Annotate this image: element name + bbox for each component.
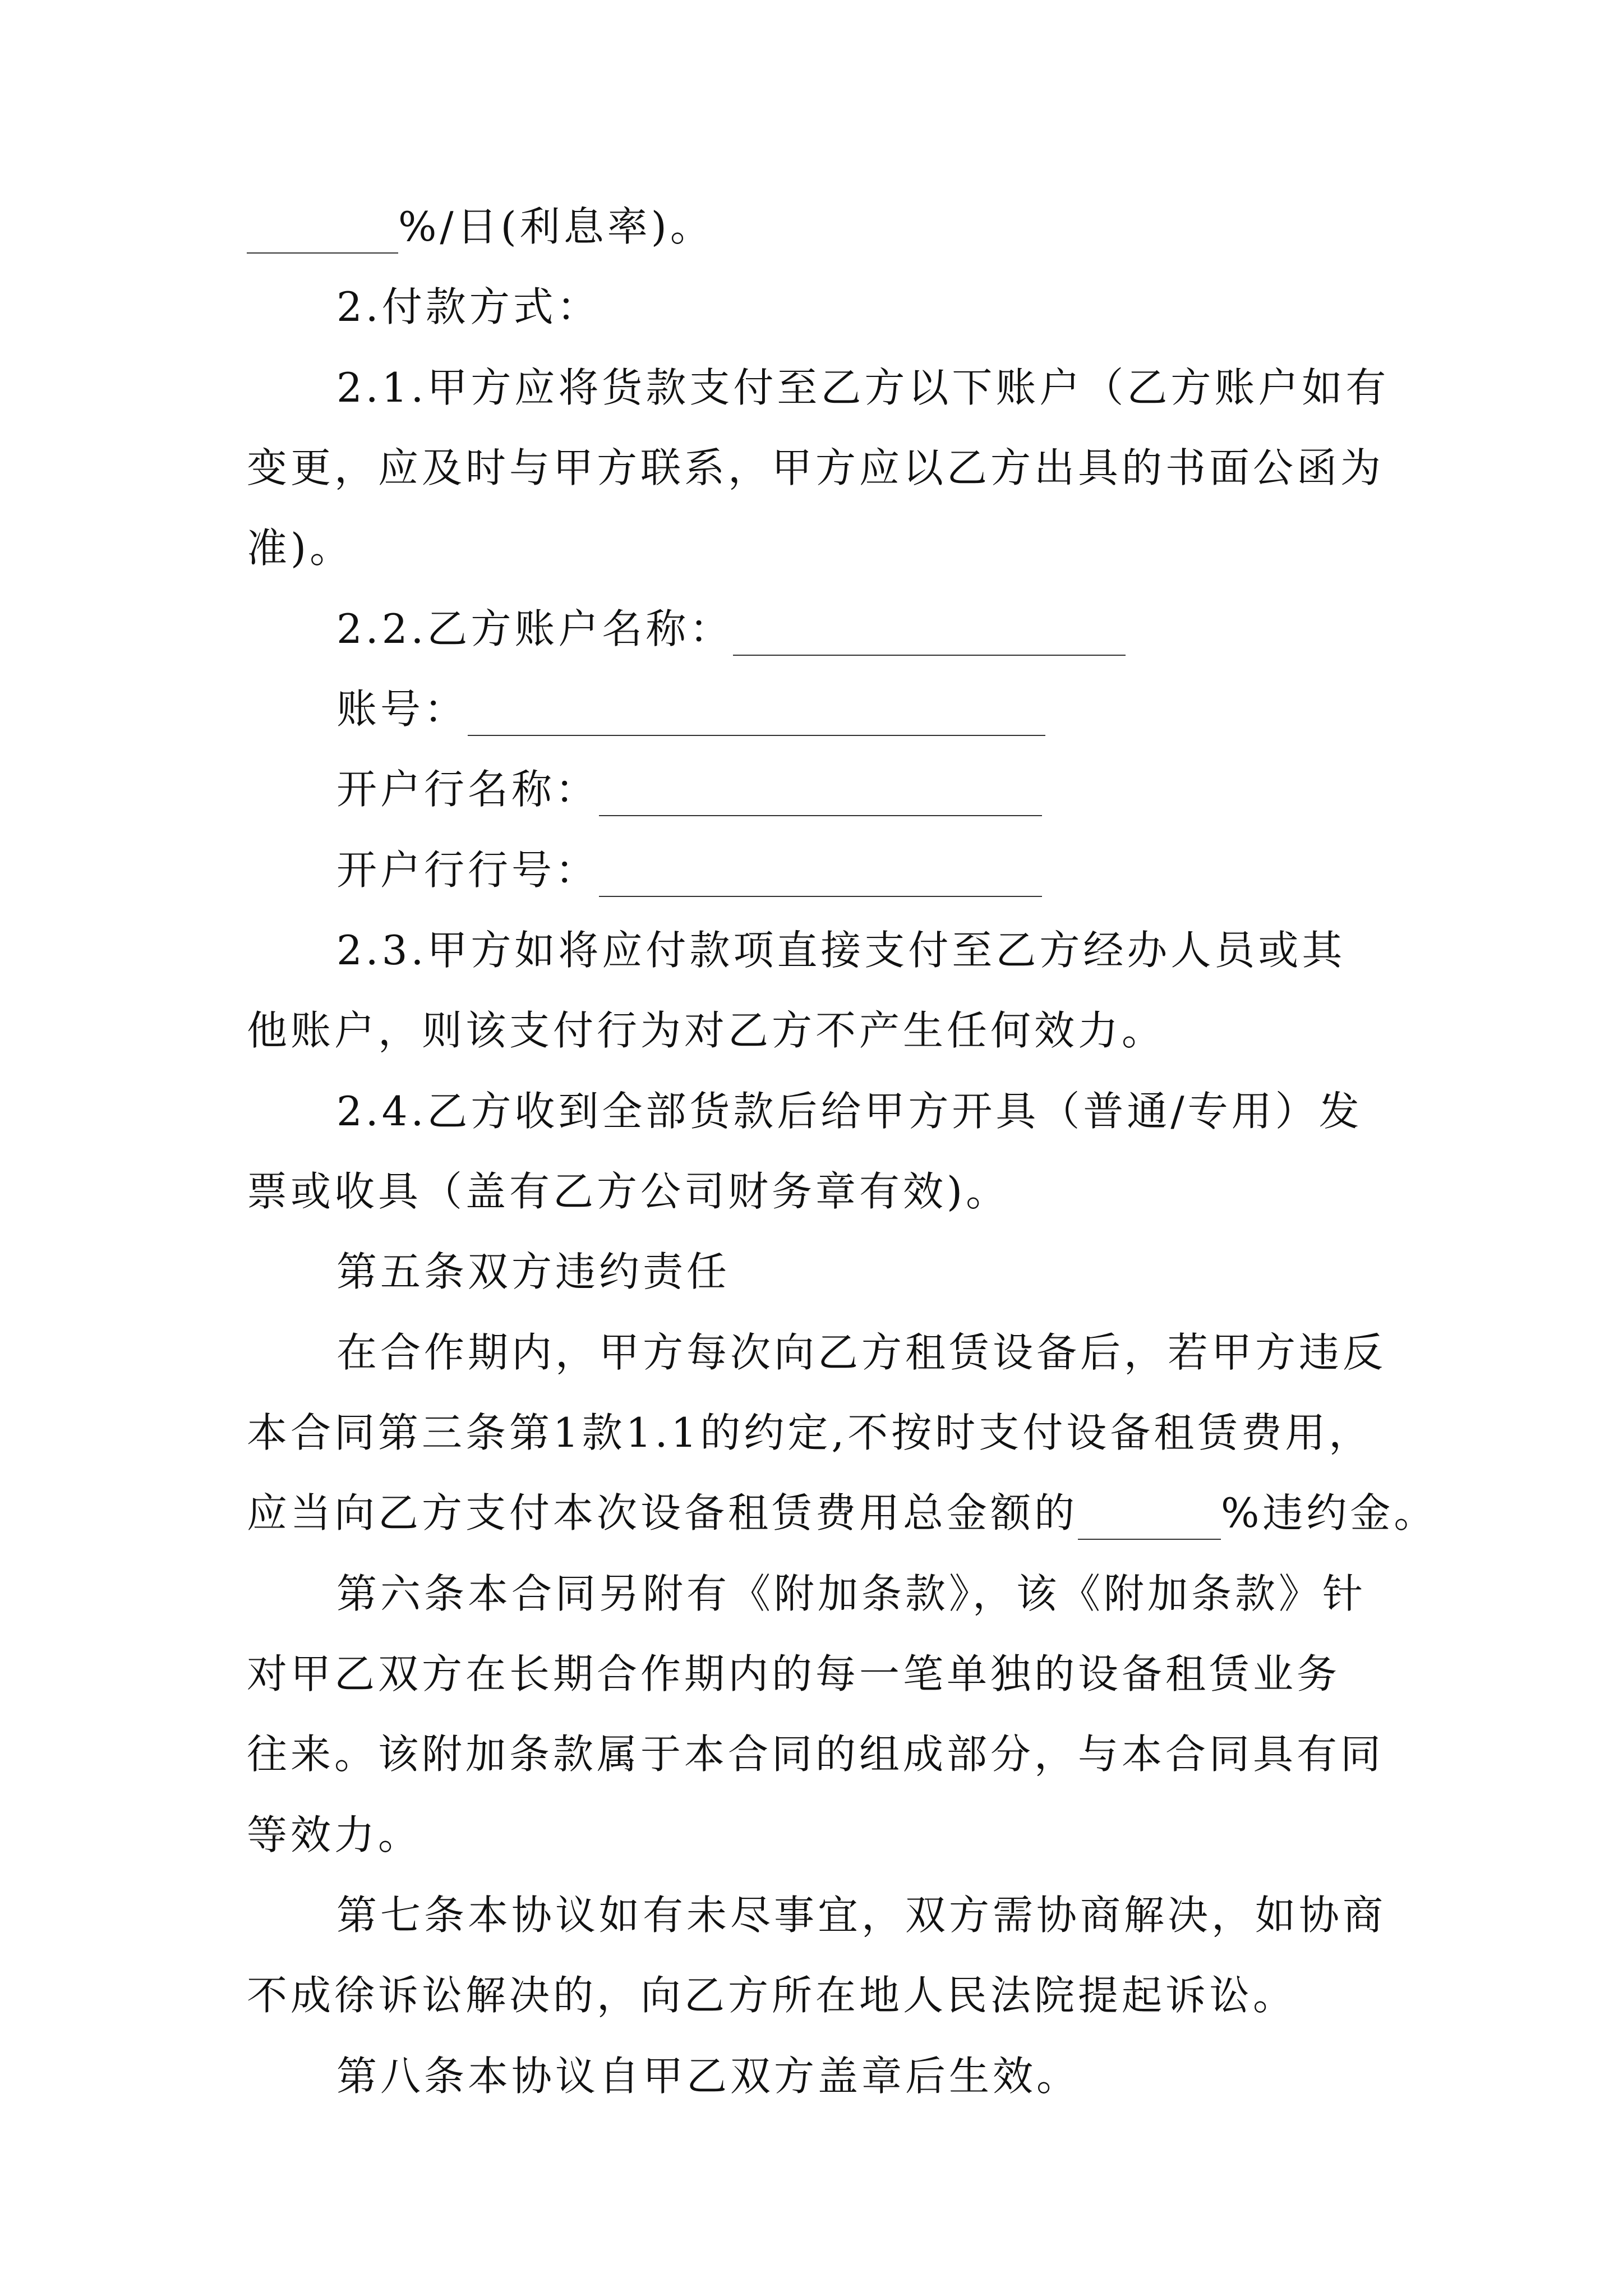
account-number-field <box>336 682 1045 736</box>
interest-rate-text: %/日(利息率)。 <box>398 203 714 250</box>
account-name-blank <box>733 613 1126 656</box>
paragraph-line: 往来。该附加条款属于本合同的组成部分，与本合同具有同 <box>247 1731 1385 1778</box>
paragraph-line: 他账户，则该支付行为对乙方不产生任何效力。 <box>247 1007 1166 1054</box>
paragraph-line: 2.1.甲方应将货款支付至乙方以下账户（乙方账户如有 <box>336 364 1390 411</box>
paragraph-line: 准)。 <box>247 524 354 572</box>
interest-rate-line <box>247 200 714 254</box>
account-name-field <box>336 602 1126 656</box>
penalty-text-before: 应当向乙方支付本次设备租赁费用总金额的 <box>247 1489 1078 1536</box>
bank-code-field <box>336 843 1042 897</box>
bank-name-blank <box>599 774 1042 816</box>
bank-name-label: 开户行名称： <box>336 766 600 813</box>
bank-name-field <box>336 762 1042 816</box>
payment-method-heading: 2.付款方式： <box>336 283 601 330</box>
penalty-line <box>247 1486 1437 1540</box>
penalty-text-after: %违约金。 <box>1221 1489 1438 1536</box>
paragraph-line: 2.4.乙方收到全部货款后给甲方开具（普通/专用）发 <box>336 1088 1363 1135</box>
paragraph-line: 对甲乙双方在长期合作期内的每一笔单独的设备租赁业务 <box>247 1650 1341 1697</box>
paragraph-line: 票或收具（盖有乙方公司财务章有效)。 <box>247 1168 1010 1215</box>
interest-rate-blank <box>247 211 398 254</box>
paragraph-line: 变更，应及时与甲方联系，甲方应以乙方出具的书面公函为 <box>247 444 1385 491</box>
paragraph-line: 2.3.甲方如将应付款项直接支付至乙方经办人员或其 <box>336 927 1346 974</box>
paragraph-line: 不成徐诉讼解决的，向乙方所在地人民法院提起诉讼。 <box>247 1972 1297 2019</box>
paragraph-line: 第六条本合同另附有《附加条款》，该《附加条款》针 <box>336 1570 1367 1617</box>
article-eight-line: 第八条本协议自甲乙双方盖章后生效。 <box>336 2053 1081 2100</box>
article-five-heading: 第五条双方违约责任 <box>336 1248 731 1295</box>
account-number-label: 账号： <box>336 685 468 733</box>
paragraph-line: 第七条本协议如有未尽事宜，双方需协商解决，如协商 <box>336 1892 1387 1939</box>
paragraph-line: 等效力。 <box>247 1811 422 1858</box>
account-number-blank <box>468 693 1045 736</box>
penalty-rate-blank <box>1078 1497 1221 1540</box>
paragraph-line: 在合作期内，甲方每次向乙方租赁设备后，若甲方违反 <box>336 1329 1387 1376</box>
bank-code-blank <box>599 854 1042 897</box>
paragraph-line: 本合同第三条第1款1.1的约定,不按时支付设备租赁费用， <box>247 1409 1373 1456</box>
bank-code-label: 开户行行号： <box>336 846 600 894</box>
account-name-label: 2.2.乙方账户名称： <box>336 605 734 652</box>
